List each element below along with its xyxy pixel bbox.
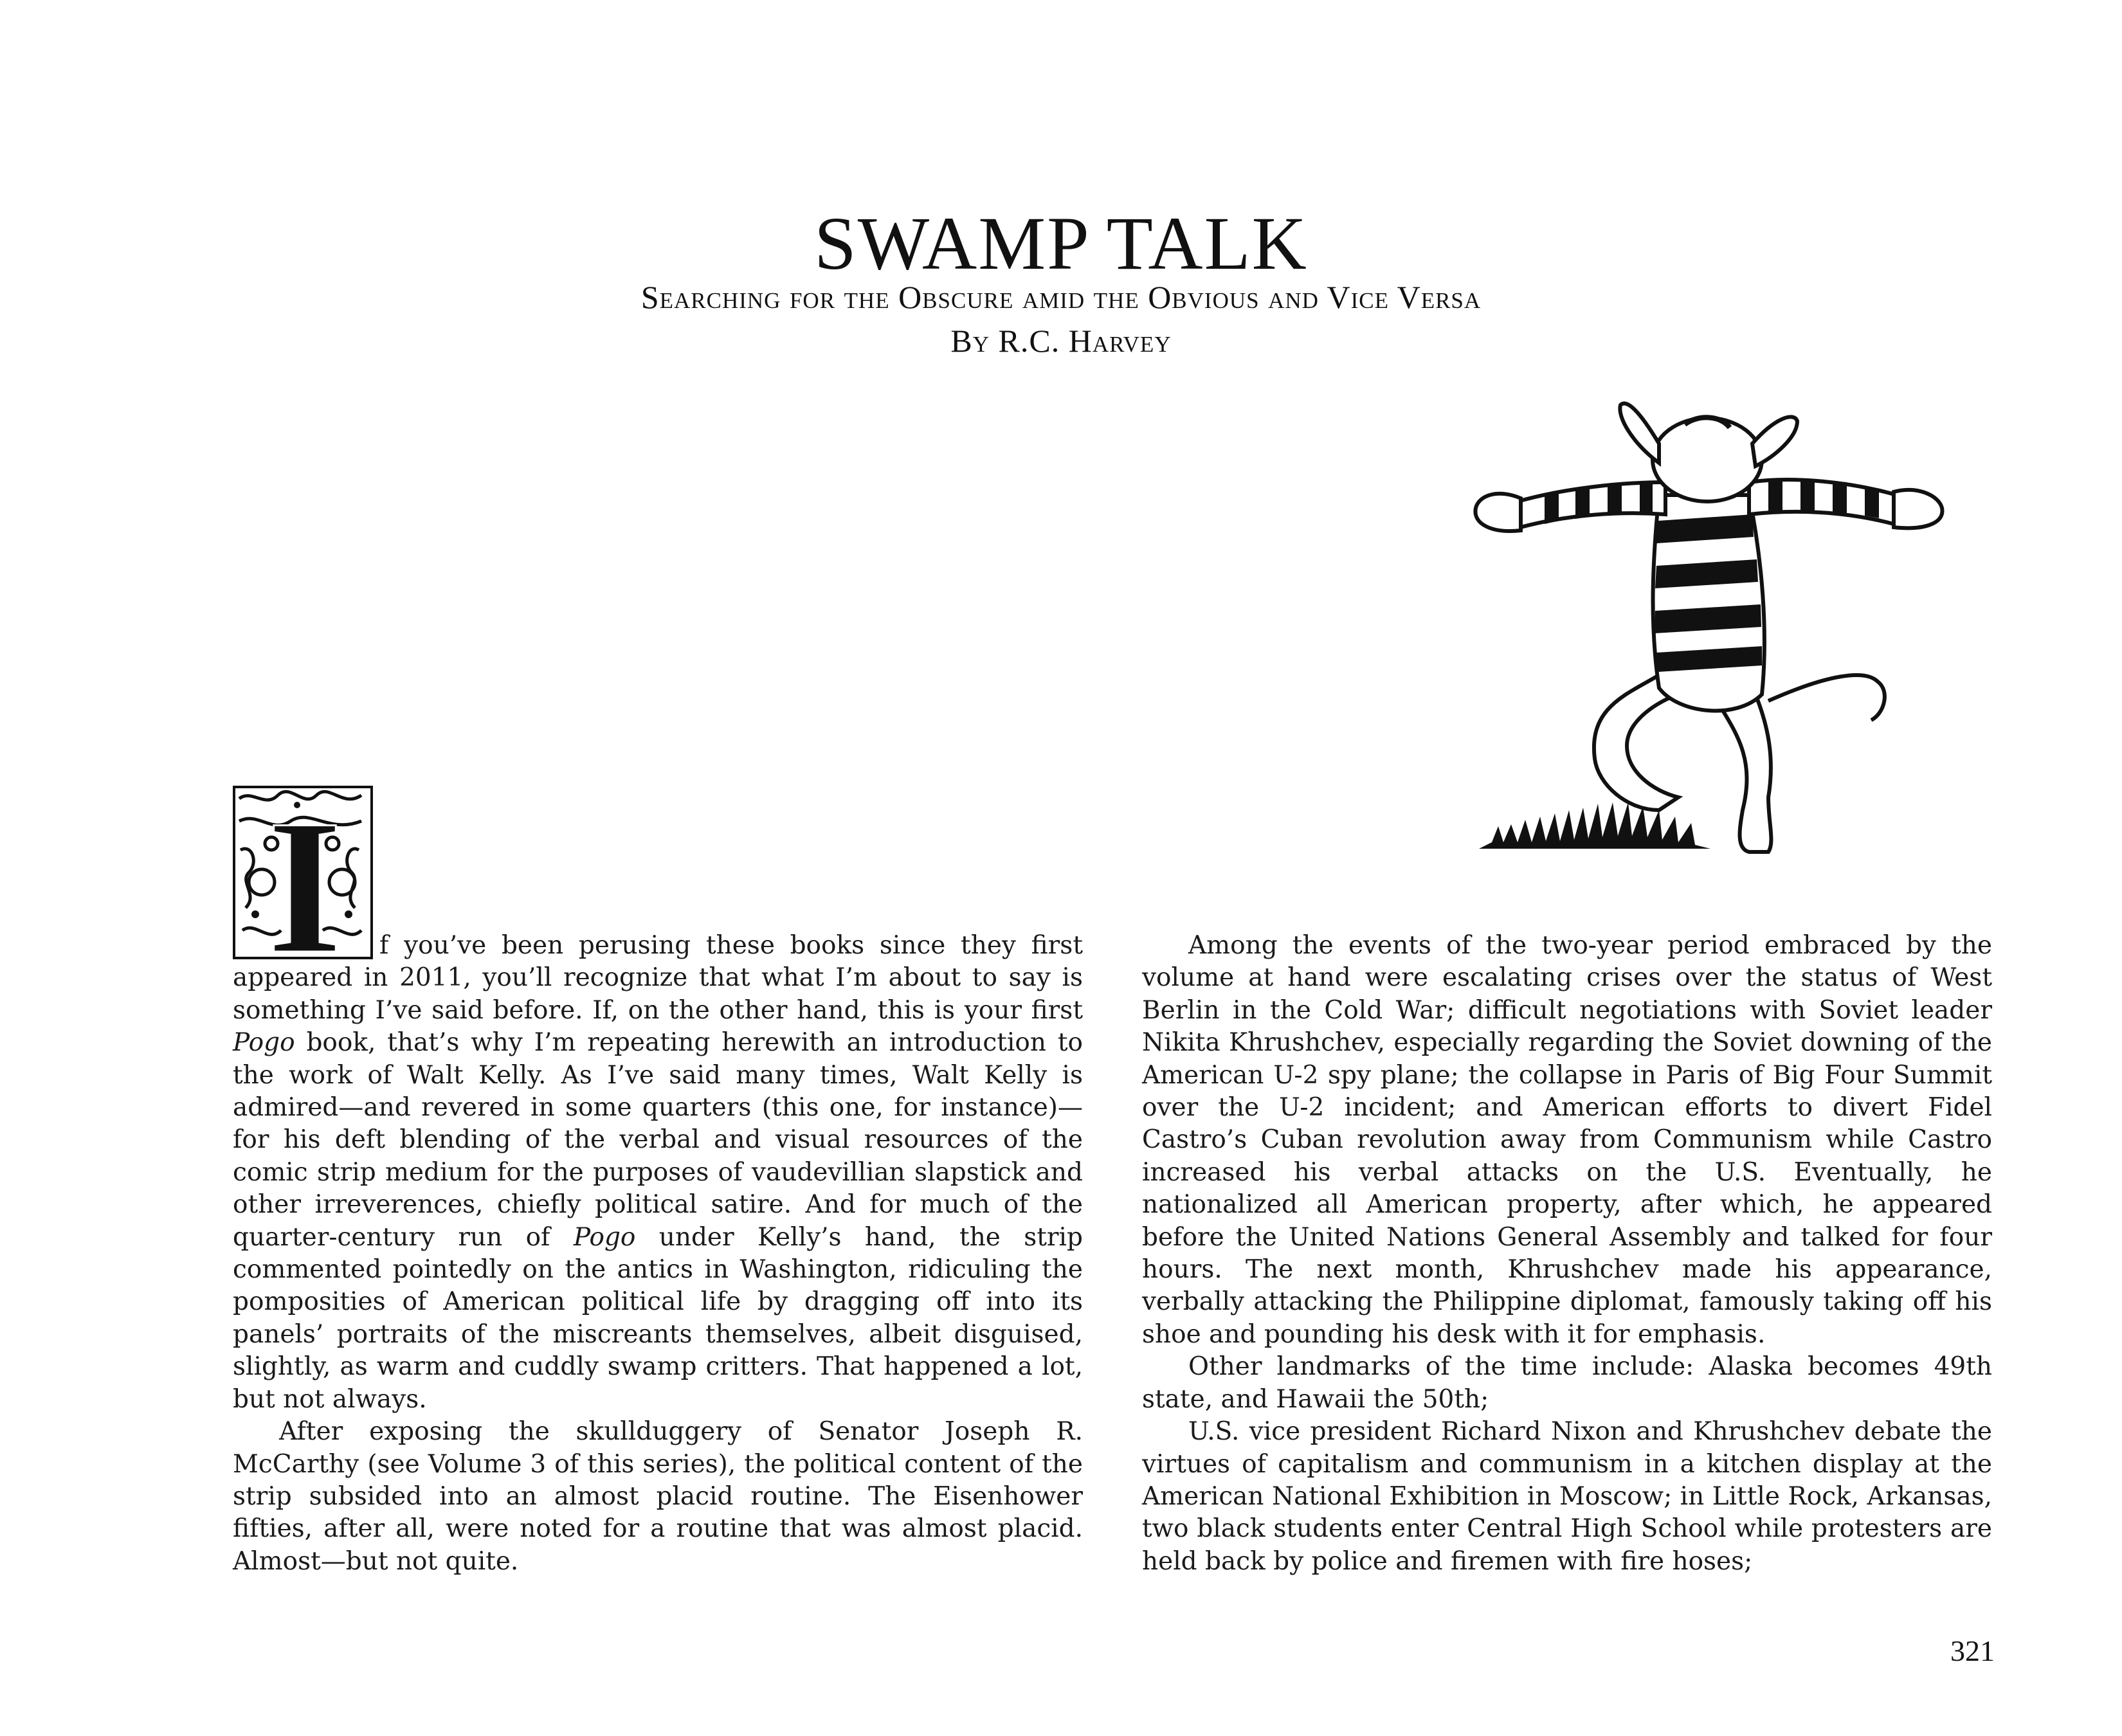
- page-title: SWAMP TALK: [814, 201, 1308, 285]
- dancing-striped-cat-illustration: [1466, 399, 1955, 862]
- cat-head: [1653, 418, 1762, 502]
- grass-tuft: [1479, 802, 1710, 849]
- cat-ear-left: [1620, 404, 1659, 464]
- cat-hand-left: [1475, 494, 1521, 531]
- author-byline: By R.C. Harvey: [950, 323, 1172, 359]
- cat-leg-right: [1717, 694, 1771, 852]
- cat-tail: [1768, 675, 1885, 720]
- text-segment: book, that’s why I’m repeating herewith an introduction to the work of Walt Kelly. As I’ve said many times, Walt Kelly is admired—and revered in some quarters (this one, for instance)—for his deft blending of the verbal and visual resources of the comic strip medium for the purposes of vaudevillian slapstick and other irreverences, chiefly political satire. And for much of the quarter-century run of: [233, 1028, 1083, 1252]
- left-paragraph-1: [233, 930, 1083, 1416]
- cat-ear-right: [1752, 417, 1797, 466]
- cat-hand-right: [1894, 490, 1942, 528]
- italic-title: Pogo: [233, 1028, 295, 1058]
- right-paragraph-2: Other landmarks of the time include: Alaska becomes 49th state, and Hawaii the 50th;: [1142, 1352, 1992, 1414]
- left-column: [233, 930, 1083, 1578]
- right-column: [1142, 930, 1992, 1578]
- page-number: 321: [1950, 1634, 1995, 1667]
- right-paragraph-3: U.S. vice president Richard Nixon and Khrushchev debate the virtues of capitalism and communism in a kitchen display at the American National Exhibition in Moscow; in Little Rock, Arkansas, two black students enter Central High School while protesters are held back by police and firemen with fire hoses;: [1142, 1417, 1992, 1576]
- text-segment: f you’ve been perusing these books since they first appeared in 2011, you’ll recognize that what I’m about to say is something I’ve said before. If, on the other hand, this is your first: [233, 931, 1083, 1025]
- text-segment: under Kelly’s hand, the strip commented pointedly on the antics in Washington, ridiculing the pomposities of American political life by dragging off into its panels’ portraits of the miscreants themselves, albeit disguised, slightly, as warm and cuddly swamp critters. That happened a lot, but not always.: [233, 1222, 1083, 1414]
- page-subtitle: Searching for the Obscure amid the Obvious and Vice Versa: [640, 279, 1482, 315]
- italic-title: Pogo: [573, 1222, 636, 1252]
- left-paragraph-2: After exposing the skullduggery of Senator Joseph R. McCarthy (see Volume 3 of this series), the political content of the strip subsided into an almost placid routine. The Eisenhower fifties, after all, were noted for a routine that was almost placid. Almost—but not quite.: [233, 1417, 1083, 1576]
- right-paragraph-1: Among the events of the two-year period embraced by the volume at hand were escalating crises over the status of West Berlin in the Cold War; difficult negotiations with Soviet leader Nikita Khrushchev, especially regarding the Soviet downing of the American U-2 spy plane; the collapse in Paris of Big Four Summit over the U-2 incident; and American efforts to divert Fidel Castro’s Cuban revolution away from Communism while Castro increased his verbal attacks on the U.S. Eventually, he nationalized all American property, after which, he appeared before the United Nations General Assembly and talked for four hours. The next month, Khrushchev made his appearance, verbally attacking the Philippine diplomat, famously taking off his shoe and pounding his desk with it for emphasis.: [1142, 931, 1992, 1349]
- drop-cap-letter: I: [267, 786, 343, 959]
